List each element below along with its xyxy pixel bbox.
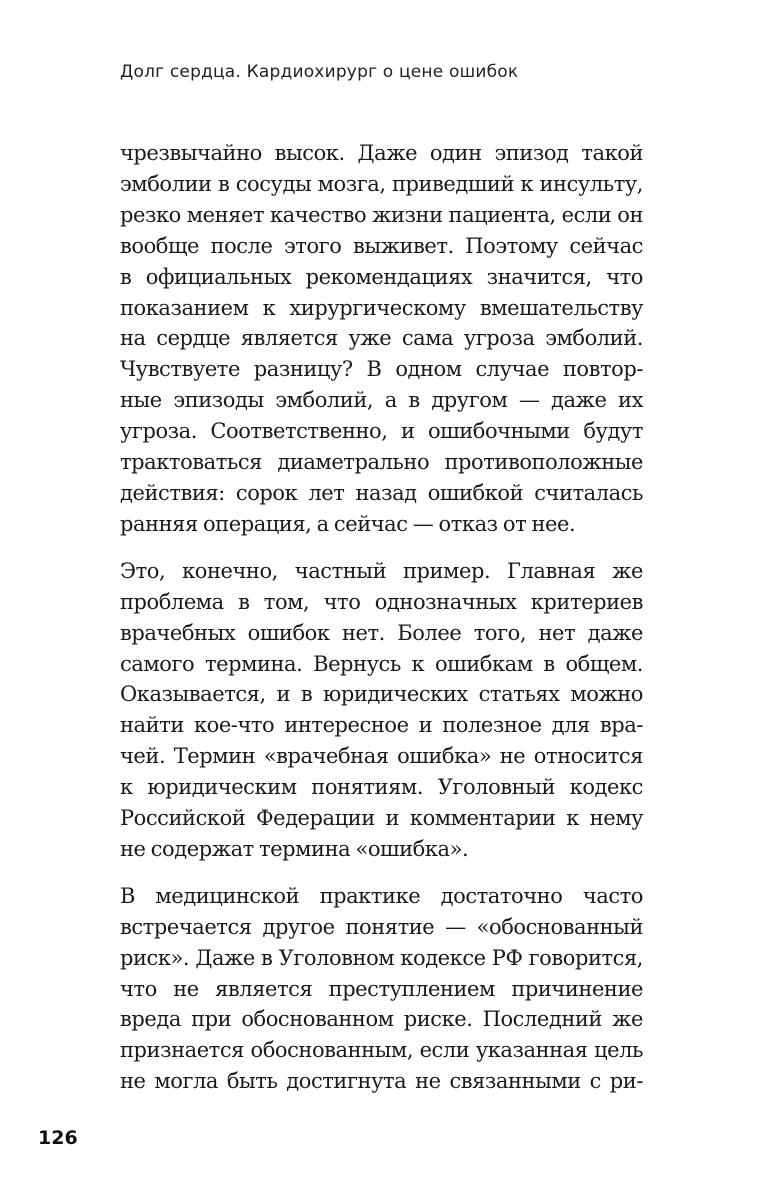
text-line: трактоваться диаметрально противоположные xyxy=(120,450,643,475)
text-line: резко меняет качество жизни пациента, если он xyxy=(120,202,643,227)
text-line: найти кое-что интересное и полезное для вра- xyxy=(120,713,643,738)
text-line: в официальных рекомендациях значится, что xyxy=(120,264,643,289)
text-line: проблема в том, что однозначных критериев xyxy=(120,589,643,614)
text-line: Чувствуете разницу? В одном случае повтор- xyxy=(120,357,643,382)
text-line: риск». Даже в Уголовном кодексе РФ говорится, xyxy=(120,945,643,970)
text-line: Оказывается, и в юридических статьях можно xyxy=(120,682,643,707)
text-line: Российской Федерации и комментарии к нему xyxy=(120,806,643,831)
body-text xyxy=(120,138,643,1113)
text-line: не содержат термина «ошибка». xyxy=(120,836,469,861)
text-line: вообще после этого выживет. Поэтому сейчас xyxy=(120,233,643,258)
text-line: не могла быть достигнута не связанными с ри- xyxy=(120,1069,643,1094)
text-line: к юридическим понятиям. Уголовный кодекс xyxy=(120,775,643,800)
text-line: действия: сорок лет назад ошибкой считалась xyxy=(120,480,643,505)
text-line: В медицинской практике достаточно часто xyxy=(120,883,643,908)
text-line: ные эпизоды эмболий, а в другом — даже их xyxy=(120,388,643,413)
text-line: врачебных ошибок нет. Более того, нет даже xyxy=(120,620,643,645)
paragraph-2 xyxy=(120,556,643,865)
text-line: чрезвычайно высок. Даже один эпизод такой xyxy=(120,141,643,165)
text-line: самого термина. Вернусь к ошибкам в общем. xyxy=(120,651,643,676)
text-line: на сердце является уже сама угроза эмболий. xyxy=(120,326,643,351)
text-line: показанием к хирургическому вмешательству xyxy=(120,295,643,320)
running-header-title: Долг сердца. Кардиохирург о цене ошибок xyxy=(120,62,519,82)
text-line: угроза. Соответственно, и ошибочными будут xyxy=(120,419,643,444)
text-line: признается обоснованным, если указанная цель xyxy=(120,1038,643,1063)
page-number: 126 xyxy=(38,1127,78,1149)
text-line: ранняя операция, а сейчас — отказ от нее. xyxy=(120,511,576,536)
text-line: эмболии в сосуды мозга, приведший к инсульту, xyxy=(120,171,643,196)
text-line: что не является преступлением причинение xyxy=(120,976,643,1001)
text-line: Это, конечно, частный пример. Главная же xyxy=(120,558,643,583)
paragraph-3 xyxy=(120,881,643,1097)
text-line: вреда при обоснованном риске. Последний же xyxy=(120,1007,643,1032)
text-line: чей. Термин «врачебная ошибка» не относится xyxy=(120,744,643,769)
text-line: встречается другое понятие — «обоснованный xyxy=(120,914,643,939)
paragraph-1 xyxy=(120,138,643,540)
